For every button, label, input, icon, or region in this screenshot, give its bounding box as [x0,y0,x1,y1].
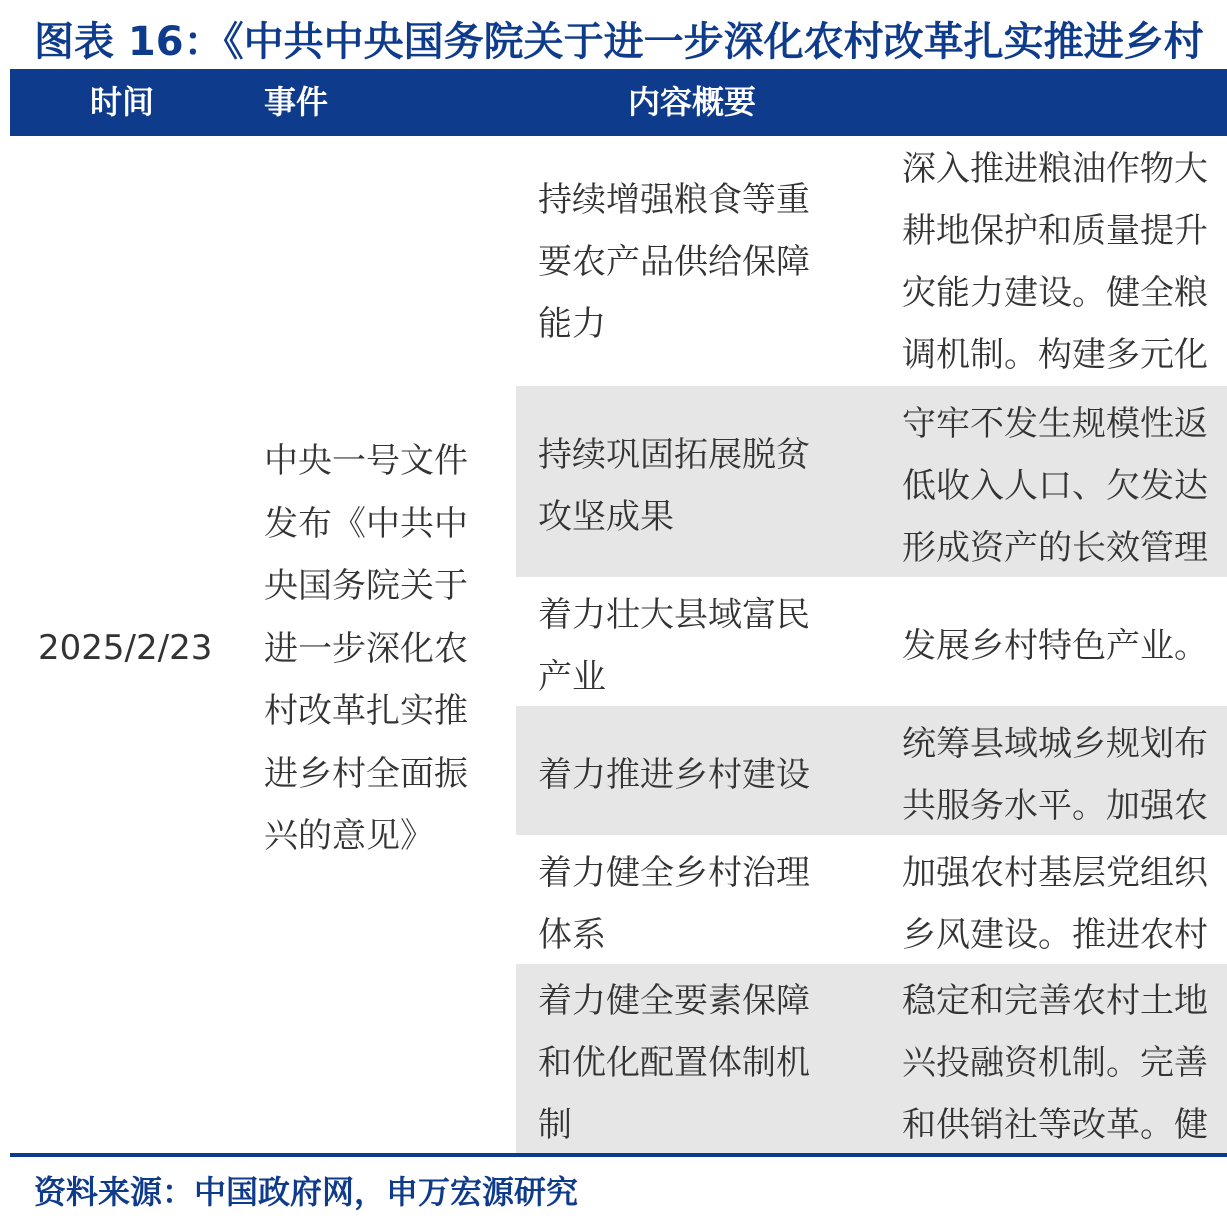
event-line: 村改革扎实推 [264,691,468,731]
table-row [516,706,1227,835]
category-line: 产业 [538,657,606,697]
figure-title: 图表 16：《中共中央国务院关于进一步深化农村改革扎实推进乡村 [34,19,1204,65]
row-content [902,615,1227,677]
event-date: 2025/2/23 [38,628,213,668]
category-line: 体系 [538,915,606,955]
table-row [516,386,1227,577]
row-category [538,169,838,355]
table-header [10,69,1227,136]
row-content [902,842,1227,964]
header-time: 时间 [90,83,155,121]
event-line: 发布《中共中 [264,503,468,544]
content-line: 调机制。构建多元化 [902,335,1208,375]
content-line: 耕地保护和质量提升 [902,211,1208,251]
content-line: 深入推进粮油作物大 [902,149,1208,189]
row-category [538,424,838,548]
table-row [516,577,1227,706]
event-line: 兴的意见》 [264,816,434,856]
content-line: 乡风建设。推进农村 [902,915,1208,955]
content-line: 统筹县域城乡规划布 [902,724,1208,764]
category-line: 持续巩固拓展脱贫 [538,435,810,475]
category-line: 着力壮大县域富民 [538,595,810,635]
row-category [538,970,838,1153]
content-line: 形成资产的长效管理 [902,528,1208,568]
row-category [538,744,838,806]
event-line: 央国务院关于 [264,566,468,606]
category-line: 和优化配置体制机 [538,1043,810,1083]
row-category [538,842,838,964]
category-line: 能力 [538,304,606,344]
category-line: 着力健全要素保障 [538,981,810,1021]
content-line: 加强农村基层党组织 [902,853,1208,893]
category-line: 着力健全乡村治理 [538,853,810,893]
content-line: 低收入人口、欠发达 [902,466,1208,506]
content-line: 守牢不发生规模性返 [902,404,1208,444]
header-event: 事件 [264,83,329,121]
category-line: 要农产品供给保障 [538,242,810,282]
event-line: 进乡村全面振 [264,753,468,794]
row-content [902,970,1227,1153]
table-row [516,835,1227,964]
category-line: 着力推进乡村建设 [538,755,810,795]
table-row [516,138,1227,386]
event-line: 进一步深化农 [264,628,468,669]
category-line: 持续增强粮食等重 [538,180,810,220]
content-line: 灾能力建设。健全粮 [902,273,1208,313]
row-content [902,713,1227,835]
content-line: 共服务水平。加强农 [902,786,1208,826]
table-row [516,964,1227,1153]
row-content [902,393,1227,577]
header-content: 内容概要 [628,83,757,121]
content-line: 稳定和完善农村土地 [902,981,1208,1021]
category-line: 制 [538,1105,572,1145]
category-line: 攻坚成果 [538,497,674,537]
content-line: 发展乡村特色产业。 [902,626,1208,666]
source-note: 资料来源：中国政府网，申万宏源研究 [34,1173,579,1211]
event-line: 中央一号文件 [264,441,468,481]
content-line: 兴投融资机制。完善 [902,1043,1208,1083]
event-description [264,430,494,868]
content-line: 和供销社等改革。健 [902,1105,1208,1145]
row-content [902,138,1227,386]
table-bottom-rule [10,1153,1227,1157]
row-category [538,584,838,706]
